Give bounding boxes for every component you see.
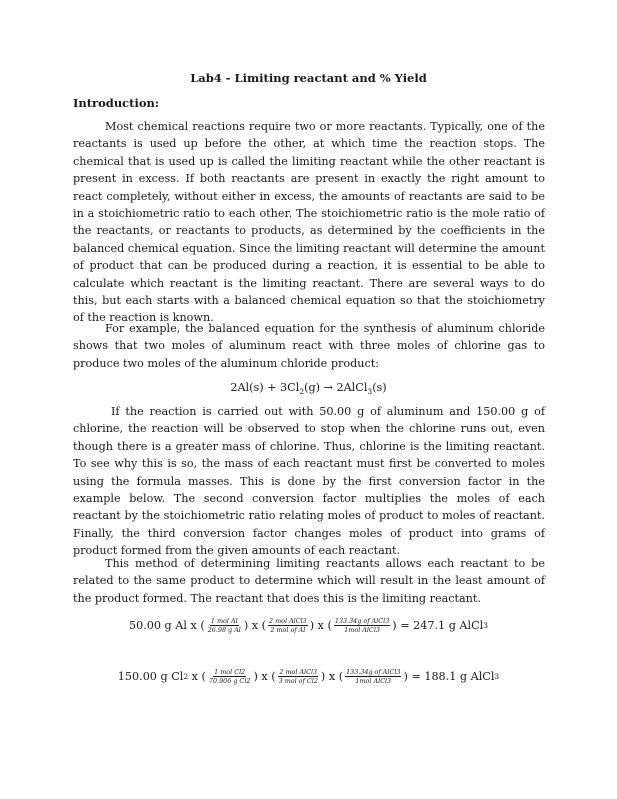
document-title: Lab4 - Limiting reactant and % Yield bbox=[190, 71, 427, 85]
factor-numerator: 1 mol Al bbox=[210, 617, 238, 625]
conversion-factor bbox=[207, 617, 242, 634]
equation-part: (s) bbox=[372, 381, 387, 394]
factor-numerator: 133.34g of AlCl3 bbox=[334, 617, 390, 625]
calc-text: ) x ( bbox=[320, 670, 344, 683]
factor-denominator: 1mol AlCl3 bbox=[355, 677, 392, 685]
conversion-factor bbox=[208, 668, 252, 685]
equation-part: 2Al(s) + 3Cl bbox=[230, 381, 300, 394]
calc-text: 50.00 g Al x ( bbox=[128, 619, 205, 632]
factor-denominator: 2 mol of Al bbox=[270, 626, 306, 634]
calc-text: ) x ( bbox=[253, 670, 276, 683]
calc-result: ) = 188.1 g AlCl bbox=[403, 670, 495, 683]
calc-result: ) = 247.1 g AlCl bbox=[392, 619, 484, 632]
calc-text: x ( bbox=[188, 670, 206, 683]
calc-text: ) x ( bbox=[243, 619, 266, 632]
method-paragraph-text: This method of determining limiting reactants allows each reactant to be related to the same product to determine which will result in the least amount of the product formed. The reactant that does this is the limiting reactant. bbox=[73, 557, 545, 605]
intro-paragraph bbox=[73, 118, 545, 327]
factor-denominator: 70.906 g Cl2 bbox=[208, 677, 251, 685]
factor-denominator: 3 mol of Cl2 bbox=[278, 677, 318, 685]
section-heading: Introduction: bbox=[73, 96, 160, 110]
factor-numerator: 2 mol AlCl3 bbox=[279, 668, 318, 676]
equation-part: (g) → 2AlCl bbox=[304, 381, 368, 394]
factor-numerator: 1 mol Cl2 bbox=[214, 668, 246, 676]
balanced-equation bbox=[0, 381, 617, 397]
calc-text: ) x ( bbox=[309, 619, 332, 632]
factor-denominator: 1mol AlCl3 bbox=[344, 626, 380, 634]
factor-numerator: 133.34g of AlCl3 bbox=[346, 668, 401, 676]
example-paragraph bbox=[73, 320, 545, 372]
conversion-factor bbox=[268, 617, 308, 634]
equation-subscript: 3 bbox=[367, 387, 373, 397]
factor-denominator: 26.98 g Al bbox=[207, 626, 241, 634]
method-paragraph bbox=[73, 555, 545, 607]
reaction-paragraph-text: If the reaction is carried out with 50.00 g of aluminum and 150.00 g of chlorine, the reaction will be observed to stop when the chlorine runs out, even though there is a greater mass of chlorine. Thus, chlorine is the limiting reactant. To see why this is so, the mass of each reactant must first be converted to moles using the formula masses. This is done by the first conversion factor in the example below. The second conversion factor multiplies the moles of each reactant by the stoichiometric ratio relating moles of product to moles of reactant. Finally, the third conversion factor changes moles of product into grams of product formed from the given amounts of each reactant. bbox=[73, 405, 545, 558]
conversion-factor bbox=[334, 617, 390, 634]
aluminum-calculation: 50.00 g Al x ( $\frac{\text{1 mol Al}}{\text{26.98 g Al}}$ ) x ( $\frac{\text{2 mol AlCl3}}{\text{2 mol of Al}}$ ) x ( $\frac{\text{133.34g of AlCl3}}{\text{1mol AlCl3}}$ ) = 247.1 g AlCl 3 bbox=[128, 617, 489, 634]
reaction-paragraph bbox=[73, 403, 545, 560]
intro-paragraph-text: Most chemical reactions require two or more reactants. Typically, one of the reactants is used up before the other, at which time the reaction stops. The chemical that is used up is called the limiting reactant while the other reactant is present in excess. If both reactants are present in exactly the right amount to react completely, without either in excess, the amounts of reactants are said to be in a stoichiometric ratio to each other. The stoichiometric ratio is the mole ratio of the reactants, or reactants to products, as determined by the coefficients in the balanced chemical equation. Since the limiting reactant will determine the amount of product that can be produced during a reaction, it is essential to be able to calculate which reactant is the limiting reactant. There are several ways to do this, but each starts with a balanced chemical equation so that the stoichiometry of the reaction is known. bbox=[73, 120, 545, 325]
conversion-factor bbox=[278, 668, 319, 685]
example-paragraph-text: For example, the balanced equation for the synthesis of aluminum chloride shows that two moles of aluminum react with three moles of chlorine gas to produce two moles of the aluminum chloride product: bbox=[73, 322, 545, 370]
equation-subscript: 2 bbox=[299, 387, 305, 397]
chlorine-calculation: 150.00 g Cl 2 x ( $\frac{\text{1 mol Cl2}}{\text{70.906 g Cl2}}$ ) x ( $\frac{\text{2 mol AlCl3}}{\text{3 mol of Cl2}}$ ) x ( $\frac{\text{133.34g of AlCl3}}{\text{1mol AlCl3}}$ ) = 188.1 g AlCl 3 bbox=[117, 668, 500, 685]
factor-numerator: 2 mol AlCl3 bbox=[268, 617, 307, 625]
conversion-factor bbox=[345, 668, 401, 685]
calc-text: 150.00 g Cl bbox=[117, 670, 184, 683]
